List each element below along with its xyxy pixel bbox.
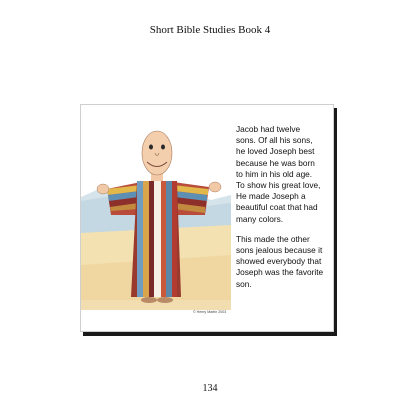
story-line: Joseph was the favorite: [236, 267, 324, 278]
story-line: many colors.: [236, 213, 284, 224]
story-line: beautiful coat that had: [236, 202, 318, 213]
story-line: because he was born: [236, 157, 315, 168]
book-title: Short Bible Studies Book 4: [149, 24, 271, 36]
story-panel: [80, 104, 334, 332]
story-line: son.: [236, 278, 252, 289]
illustration-copyright: © Henry Martin 2003: [193, 310, 227, 314]
story-line: sons. Of all his sons,: [236, 135, 313, 146]
story-line: To show his great love,: [236, 180, 321, 191]
story-line: sons jealous because it: [236, 245, 323, 256]
story-paragraph-2: [236, 234, 331, 290]
page-number: 134: [202, 383, 218, 394]
joseph-coat-illustration: [81, 105, 231, 331]
story-paragraph-1: [236, 124, 331, 225]
story-line: showed everybody that: [236, 256, 322, 267]
story-line: This made the other: [236, 233, 310, 244]
story-text: [236, 124, 331, 290]
story-line: he loved Joseph best: [236, 146, 315, 157]
story-line: to him in his old age.: [236, 168, 313, 179]
story-line: Jacob had twelve: [236, 124, 301, 134]
story-line: He made Joseph a: [236, 191, 306, 202]
